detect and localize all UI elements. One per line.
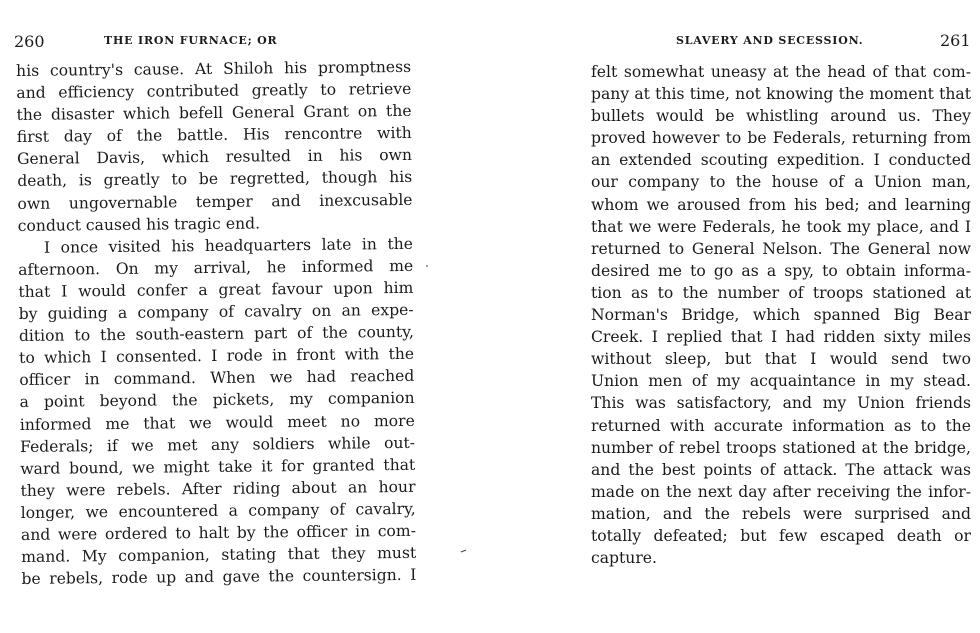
text-line: conduct caused his tragic end. [17,214,261,235]
text-line: that I would confer a great favour upon him [18,278,414,301]
running-head-left: THE IRON FURNACE; OR [104,34,278,47]
text-line: own ungovernable temper and inexcusable [17,190,413,213]
text-line: to which I consented. I rode in front with the [19,345,415,368]
text-line: General Davis, which resulted in his own [16,146,413,169]
text-line: desired me to go as a spy, to obtain informa- [591,261,971,280]
page-number-left: 260 [14,32,45,51]
text-line: This was satisfactory, and my Union friends [591,394,971,413]
text-line: bullets would be whistling around us. They [591,107,971,126]
left-page-text [16,56,417,590]
text-line: returned to General Nelson. The General now [591,239,971,258]
text-line: death, is greatly to be regretted, though his [17,168,413,191]
text-line: an extended scouting expedition. I conducted [591,151,971,170]
text-line: returned with accurate information as to the [591,416,971,435]
text-line: number of rebel troops stationed at the bridge, [591,438,971,457]
text-line: longer, we encountered a company of cavalry, [20,499,416,522]
text-line: Federals; if we met any soldiers while out- [19,433,416,456]
left-page [0,0,460,633]
page-number-right: 261 [940,31,971,50]
text-line: that we were Federals, he took my place, and I [591,217,971,236]
text-line: dition to the south-eastern part of the county, [18,322,414,346]
text-line: informed me that we would meet no more [19,411,415,434]
text-line: ward bound, we might take it for granted that [20,455,416,478]
text-line: Union men of my acquaintance in my stead. [591,372,971,391]
text-line: and the best points of attack. The attack was [591,460,971,479]
text-line: mation, and the rebels were surprised and [591,504,971,523]
text-line: proved however to be Federals, returning from [591,129,971,148]
text-line: our company to the house of a Union man, [591,173,971,192]
text-line: made on the next day after receiving the infor- [591,482,971,501]
text-line: by guiding a company of cavalry on an expe- [18,300,414,324]
text-line: be rebels, rode up and gave the countersign. I [21,565,417,589]
text-line: they were rebels. After riding about an hour [20,477,416,500]
text-line: totally defeated; but few escaped death or [591,526,971,545]
text-line: officer in command. When we had reached [19,367,415,390]
text-line: Creek. I replied that I had ridden sixty miles [591,328,971,347]
text-line: pany at this time, not knowing the moment that [591,85,971,104]
right-page-text [591,61,971,569]
text-line: I once visited his headquarters late in the [43,234,414,257]
text-line: first day of the battle. His rencontre with [16,124,412,147]
right-page [560,0,980,633]
scan-speck [461,550,466,552]
text-line: afternoon. On my arrival, he informed me [18,256,414,279]
text-line: and efficiency contributed greatly to retrieve [16,79,412,103]
text-line: without sleep, but that I would send two [591,350,971,369]
text-line: the disaster which befell General Grant on the [16,102,412,125]
text-line: and were ordered to halt by the officer in com- [20,521,417,544]
text-line: capture. [591,549,657,568]
running-head-right: SLAVERY AND SECESSION. [676,34,864,47]
text-line: tion as to the number of troops stationed at [591,283,971,302]
text-line: felt somewhat uneasy at the head of that com- [591,63,971,81]
text-line: whom we aroused from his bed; and learning [591,195,971,214]
text-line: a point beyond the pickets, my companion [19,389,415,412]
text-line: his country's cause. At Shiloh his promptness [16,57,412,80]
text-line: mand. My companion, stating that they must [21,543,417,567]
text-line: Norman's Bridge, which spanned Big Bear [591,306,971,325]
